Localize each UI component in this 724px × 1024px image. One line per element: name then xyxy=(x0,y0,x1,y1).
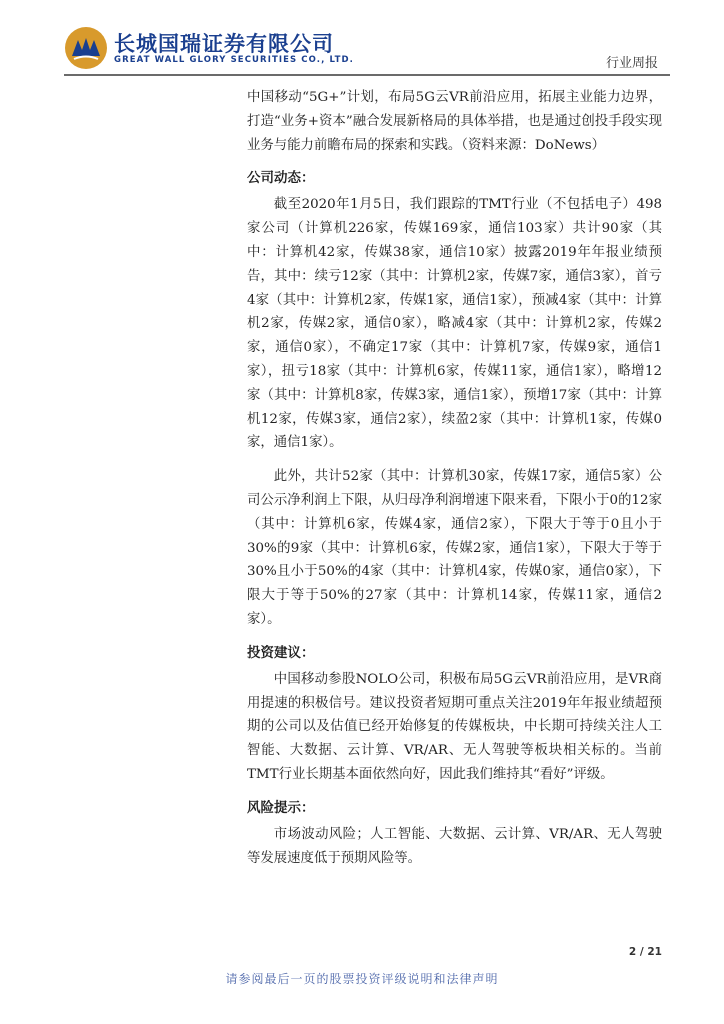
risk-warning-paragraph: 市场波动风险；人工智能、大数据、云计算、VR/AR、无人驾驶等发展速度低于预期风险等。 xyxy=(247,826,662,866)
risk-warning-heading: 风险提示： xyxy=(247,799,315,816)
company-logo-icon xyxy=(64,26,108,70)
company-name-en: GREAT WALL GLORY SECURITIES CO., LTD. xyxy=(114,55,354,65)
report-body xyxy=(247,86,662,870)
report-type-label: 行业周报 xyxy=(605,56,658,71)
company-news-paragraph-1: 截至2020年1月5日，我们跟踪的TMT行业（不包括电子）498家公司（计算机226家，传媒169家，通信103家）共计90家（其中：计算机42家，传媒38家，通信10家）披露2019年年报业绩预告，其中：续亏12家（其中：计算机2家，传媒7家，通信3家），首亏4家（其中：计算机2家，传媒1家，通信1家），预减4家（其中：计算机2家，传媒2家，通信0家），略减4家（其中：计算机2家，传媒2家，通信0家），不确定17家（其中：计算机7家，传媒9家，通信1家），扭亏18家（其中：计算机6家，传媒11家，通信1家），略增12家（其中：计算机8家，传媒3家，通信1家），预增17家（其中：计算机12家，传媒3家，通信2家），续盈2家（其中：计算机1家，传媒0家，通信1家）。 xyxy=(247,197,662,451)
company-news-paragraph-2: 此外，共计52家（其中：计算机30家，传媒17家，通信5家）公司公示净利润上下限，从归母净利润增速下限来看，下限小于0的12家（其中：计算机6家，传媒4家，通信2家），下限大于等于0且小于30%的9家（其中：计算机6家，传媒2家，通信1家），下限大于等于30%且小于50%的4家（其中：计算机4家，传媒0家，通信0家），下限大于等于50%的27家（其中：计算机14家，传媒11家，通信2家）。 xyxy=(247,469,662,627)
header-divider xyxy=(64,74,670,76)
page-number: 2 / 21 xyxy=(628,946,662,958)
investment-advice-heading: 投资建议： xyxy=(247,644,315,661)
intro-paragraph: 中国移动“5G+”计划，布局5G云VR前沿应用，拓展主业能力边界，打造“业务+资本”融合发展新格局的具体举措，也是通过创投手段实现业务与能力前瞻布局的探索和实践。（资料来源：DoNews） xyxy=(247,90,662,153)
company-name-cn: 长城国瑞证券有限公司 xyxy=(114,32,334,56)
investment-advice-paragraph: 中国移动参股NOLO公司，积极布局5G云VR前沿应用，是VR商用提速的积极信号。建议投资者短期可重点关注2019年年报业绩超预期的公司以及估值已经开始修复的传媒板块，中长期可持续关注人工智能、大数据、云计算、VR/AR、无人驾驶等板块相关标的。当前TMT行业长期基本面依然向好，因此我们维持其“看好”评级。 xyxy=(247,671,662,782)
company-news-heading: 公司动态： xyxy=(247,170,315,187)
footer-disclaimer: 请参阅最后一页的股票投资评级说明和法律声明 xyxy=(225,972,499,986)
page-header xyxy=(64,22,664,76)
